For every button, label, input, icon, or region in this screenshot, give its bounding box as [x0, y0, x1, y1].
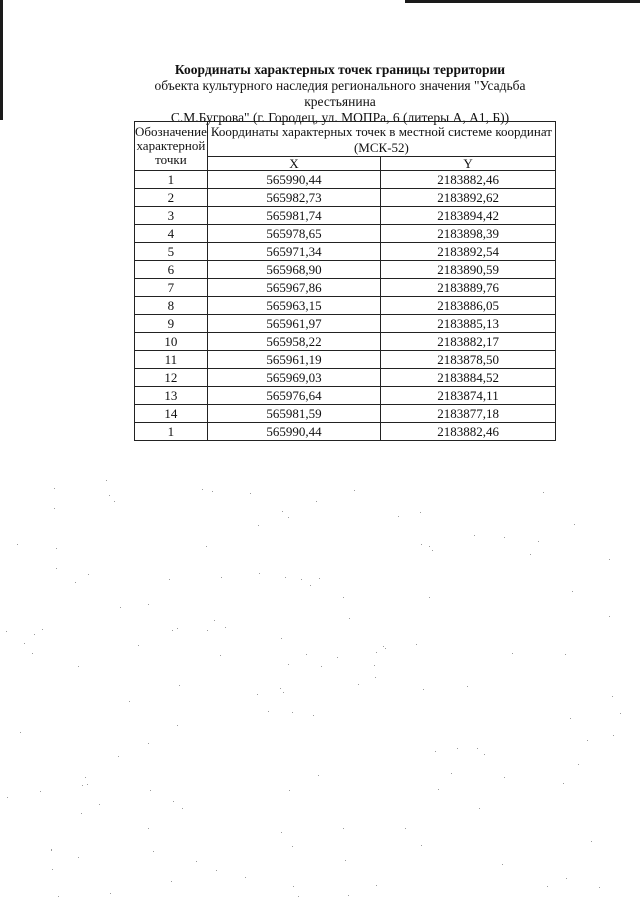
- scan-speck: [34, 634, 35, 635]
- table-row: [135, 171, 556, 189]
- scan-speck: [612, 696, 613, 697]
- scan-speck: [56, 568, 57, 569]
- scan-speck: [258, 525, 259, 526]
- scan-speck: [398, 516, 399, 517]
- scan-speck: [432, 550, 433, 551]
- table-row: [135, 387, 556, 405]
- x-cell: 565968,90: [207, 261, 380, 279]
- scan-speck: [179, 685, 180, 686]
- y-cell: 2183894,42: [381, 207, 556, 225]
- scan-speck: [504, 537, 505, 538]
- table-row: [135, 351, 556, 369]
- scan-speck: [587, 740, 588, 741]
- scan-speck: [110, 893, 111, 894]
- scan-speck: [301, 579, 302, 580]
- table-row: [135, 189, 556, 207]
- point-cell: 12: [135, 369, 208, 387]
- scan-speck: [578, 764, 579, 765]
- scan-speck: [99, 804, 100, 805]
- y-cell: 2183874,11: [381, 387, 556, 405]
- scan-speck: [438, 789, 439, 790]
- point-cell: 1: [135, 423, 208, 441]
- x-cell: 565963,15: [207, 297, 380, 315]
- scan-speck: [599, 887, 600, 888]
- x-cell: 565969,03: [207, 369, 380, 387]
- table-row: [135, 261, 556, 279]
- scan-speck: [429, 597, 430, 598]
- scan-speck: [250, 493, 251, 494]
- scan-speck: [202, 489, 203, 490]
- scan-speck: [148, 743, 149, 744]
- scan-speck: [221, 577, 222, 578]
- scan-speck: [85, 777, 86, 778]
- x-cell: 565990,44: [207, 171, 380, 189]
- y-cell: 2183898,39: [381, 225, 556, 243]
- scan-speck: [474, 535, 475, 536]
- scan-speck: [216, 870, 217, 871]
- scan-speck: [17, 544, 18, 545]
- scan-speck: [570, 718, 571, 719]
- scan-speck: [429, 546, 430, 547]
- scan-speck: [259, 573, 260, 574]
- scan-speck: [56, 548, 57, 549]
- y-cell: 2183890,59: [381, 261, 556, 279]
- table-row: [135, 333, 556, 351]
- scan-speck: [292, 712, 293, 713]
- scan-speck: [182, 808, 183, 809]
- x-cell: 565978,65: [207, 225, 380, 243]
- x-cell: 565967,86: [207, 279, 380, 297]
- scan-speck: [281, 638, 282, 639]
- scan-speck: [129, 701, 130, 702]
- scan-speck: [54, 488, 55, 489]
- scan-speck: [457, 748, 458, 749]
- scan-speck: [563, 783, 564, 784]
- scan-speck: [416, 644, 417, 645]
- scan-speck: [288, 517, 289, 518]
- x-cell: 565971,34: [207, 243, 380, 261]
- scan-speck: [477, 748, 478, 749]
- table-row: [135, 225, 556, 243]
- point-cell: 4: [135, 225, 208, 243]
- scan-speck: [214, 620, 215, 621]
- scan-speck: [268, 711, 269, 712]
- y-cell: 2183886,05: [381, 297, 556, 315]
- scan-speck: [281, 832, 282, 833]
- point-cell: 14: [135, 405, 208, 423]
- y-cell: 2183889,76: [381, 279, 556, 297]
- scan-speck: [609, 616, 610, 617]
- scan-speck: [421, 845, 422, 846]
- scan-edge-left: [0, 0, 3, 120]
- scan-speck: [385, 648, 386, 649]
- scan-speck: [169, 579, 170, 580]
- scan-speck: [572, 591, 573, 592]
- y-cell: 2183884,52: [381, 369, 556, 387]
- x-cell: 565961,19: [207, 351, 380, 369]
- scan-speck: [52, 869, 53, 870]
- point-cell: 7: [135, 279, 208, 297]
- scan-speck: [530, 554, 531, 555]
- x-cell: 565982,73: [207, 189, 380, 207]
- scan-speck: [106, 480, 107, 481]
- scan-speck: [120, 607, 121, 608]
- x-cell: 565976,64: [207, 387, 380, 405]
- header-coordinates-group: Координаты характерных точек в местной системе координат (МСК-52): [207, 122, 555, 157]
- scan-speck: [318, 775, 319, 776]
- scan-speck: [282, 511, 283, 512]
- scan-speck: [173, 801, 174, 802]
- coordinates-table: [134, 121, 556, 441]
- scan-speck: [479, 808, 480, 809]
- table-row: [135, 315, 556, 333]
- y-cell: 2183882,46: [381, 423, 556, 441]
- header-x: X: [207, 157, 380, 171]
- x-cell: 565958,22: [207, 333, 380, 351]
- scan-speck: [283, 692, 284, 693]
- scan-speck: [383, 646, 384, 647]
- scan-speck: [280, 688, 281, 689]
- y-cell: 2183892,54: [381, 243, 556, 261]
- scan-speck: [207, 630, 208, 631]
- point-cell: 9: [135, 315, 208, 333]
- table-header: [135, 122, 556, 171]
- y-cell: 2183892,62: [381, 189, 556, 207]
- scan-speck: [88, 574, 89, 575]
- y-cell: 2183878,50: [381, 351, 556, 369]
- scan-speck: [321, 666, 322, 667]
- point-cell: 5: [135, 243, 208, 261]
- scan-speck: [42, 629, 43, 630]
- scan-speck: [257, 694, 258, 695]
- scan-speck: [337, 657, 338, 658]
- scan-speck: [467, 686, 468, 687]
- document-subtitle-line1: объекта культурного наследия регионального значения "Усадьба крестьянина: [154, 78, 526, 109]
- scan-speck: [82, 785, 83, 786]
- scan-speck: [420, 512, 421, 513]
- scan-speck: [313, 715, 314, 716]
- table-body: [135, 171, 556, 441]
- scan-speck: [289, 790, 290, 791]
- scan-speck: [504, 777, 505, 778]
- scan-speck: [153, 851, 154, 852]
- scan-speck: [451, 773, 452, 774]
- scan-speck: [354, 490, 355, 491]
- scan-speck: [349, 618, 350, 619]
- scan-speck: [32, 653, 33, 654]
- scan-speck: [543, 492, 544, 493]
- scan-speck: [51, 850, 52, 851]
- scan-speck: [343, 597, 344, 598]
- scan-speck: [298, 896, 299, 897]
- scan-speck: [421, 544, 422, 545]
- scan-speck: [375, 677, 376, 678]
- table-row: [135, 243, 556, 261]
- table-row: [135, 405, 556, 423]
- scan-speck: [306, 654, 307, 655]
- x-cell: 565981,74: [207, 207, 380, 225]
- scan-speck: [345, 860, 346, 861]
- scan-speck: [343, 828, 344, 829]
- scan-speck: [310, 585, 311, 586]
- scan-speck: [54, 508, 55, 509]
- y-cell: 2183885,13: [381, 315, 556, 333]
- scan-speck: [538, 541, 539, 542]
- scan-speck: [376, 885, 377, 886]
- header-y: Y: [381, 157, 556, 171]
- scan-speck: [177, 628, 178, 629]
- x-cell: 565961,97: [207, 315, 380, 333]
- scan-speck: [574, 524, 575, 525]
- x-cell: 565981,59: [207, 405, 380, 423]
- table-row: [135, 279, 556, 297]
- table-header-row: [135, 122, 556, 157]
- scan-speck: [620, 713, 621, 714]
- point-cell: 11: [135, 351, 208, 369]
- scan-speck: [6, 631, 7, 632]
- scan-speck: [138, 645, 139, 646]
- y-cell: 2183877,18: [381, 405, 556, 423]
- scan-speck: [348, 895, 349, 896]
- point-cell: 2: [135, 189, 208, 207]
- table-row: [135, 423, 556, 441]
- scan-speck: [171, 881, 172, 882]
- scan-speck: [591, 841, 592, 842]
- point-cell: 13: [135, 387, 208, 405]
- scan-speck: [358, 684, 359, 685]
- scan-speck: [423, 689, 424, 690]
- x-cell: 565990,44: [207, 423, 380, 441]
- scan-speck: [40, 791, 41, 792]
- point-cell: 3: [135, 207, 208, 225]
- header-point-designation: Обозначение характерной точки: [135, 122, 208, 171]
- table-row: [135, 207, 556, 225]
- scan-speck: [225, 627, 226, 628]
- scan-speck: [547, 886, 548, 887]
- scan-speck: [484, 754, 485, 755]
- scan-speck: [58, 896, 59, 897]
- scan-speck: [512, 653, 513, 654]
- scan-speck: [24, 643, 25, 644]
- scan-speck: [20, 732, 21, 733]
- scan-speck: [292, 846, 293, 847]
- scan-speck: [613, 735, 614, 736]
- table-row: [135, 369, 556, 387]
- scan-speck: [177, 725, 178, 726]
- scan-speck: [609, 559, 610, 560]
- point-cell: 10: [135, 333, 208, 351]
- scan-speck: [150, 790, 151, 791]
- scan-speck: [148, 604, 149, 605]
- document-heading: [120, 62, 560, 126]
- scan-speck: [206, 546, 207, 547]
- document-subtitle-line2: С.М.Бугрова" (г. Городец, ул. МОПРа, 6 (литеры А, А1, Б)): [170, 110, 510, 125]
- scan-speck: [212, 491, 213, 492]
- document-title: Координаты характерных точек границы территории: [174, 62, 506, 77]
- scan-speck: [319, 578, 320, 579]
- scan-speck: [245, 877, 246, 878]
- scan-speck: [87, 784, 88, 785]
- scan-speck: [285, 577, 286, 578]
- table-row: [135, 297, 556, 315]
- scan-speck: [374, 665, 375, 666]
- scan-speck: [7, 797, 8, 798]
- scan-speck: [196, 861, 197, 862]
- scan-speck: [565, 654, 566, 655]
- scan-speck: [293, 886, 294, 887]
- scan-speck: [376, 652, 377, 653]
- scan-speck: [220, 655, 221, 656]
- scan-speck: [75, 582, 76, 583]
- scan-speck: [118, 756, 119, 757]
- point-cell: 6: [135, 261, 208, 279]
- scan-speck: [435, 751, 436, 752]
- scan-speck: [405, 828, 406, 829]
- scan-speck: [78, 857, 79, 858]
- scan-speck: [172, 630, 173, 631]
- scan-speck: [148, 828, 149, 829]
- y-cell: 2183882,46: [381, 171, 556, 189]
- scan-speck: [316, 501, 317, 502]
- scan-speck: [566, 878, 567, 879]
- point-cell: 1: [135, 171, 208, 189]
- scan-speck: [81, 813, 82, 814]
- scan-speck: [114, 501, 115, 502]
- scan-speck: [78, 666, 79, 667]
- point-cell: 8: [135, 297, 208, 315]
- scan-speck: [109, 495, 110, 496]
- scan-edge-top: [405, 0, 640, 3]
- scan-speck: [288, 664, 289, 665]
- y-cell: 2183882,17: [381, 333, 556, 351]
- scan-speck: [502, 864, 503, 865]
